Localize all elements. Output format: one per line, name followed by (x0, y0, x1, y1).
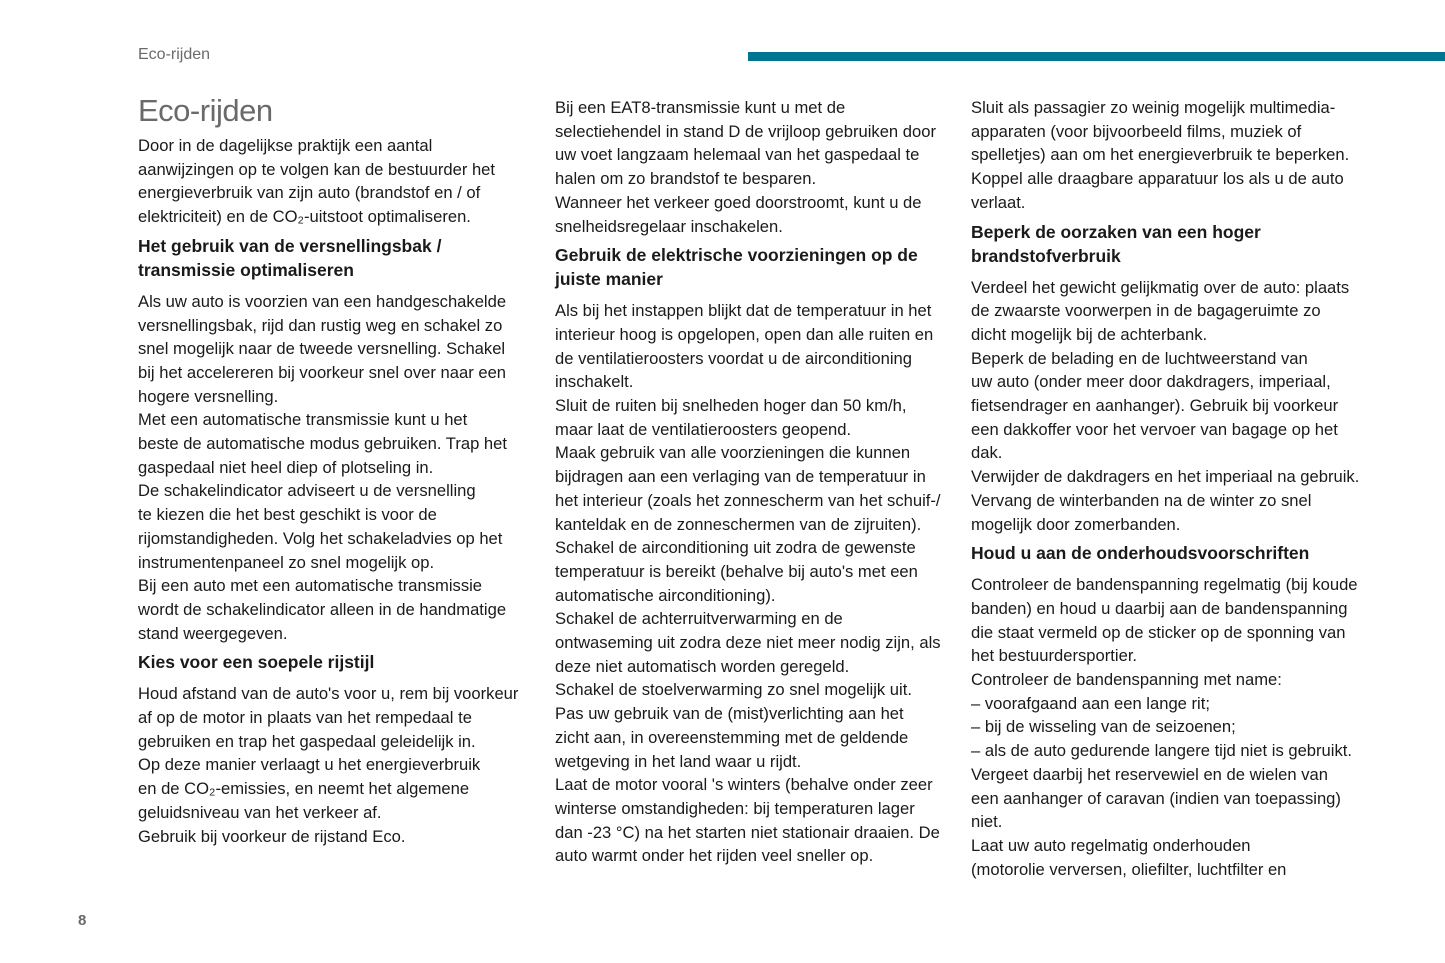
text-line: Laat de motor vooral 's winters (behalve onder zeer (555, 775, 933, 795)
text-line: Wanneer het verkeer goed doorstroomt, kunt u de (555, 192, 922, 212)
text-line: Houd u aan de onderhoudsvoorschriften (971, 543, 1310, 564)
text-line: interieur hoog is opgelopen, open dan alle ruiten en (555, 324, 934, 344)
text-line: beste de automatische modus gebruiken. Trap het (138, 434, 507, 454)
text-line: het interieur (zoals het zonnescherm van het schuif-/ (555, 490, 941, 510)
text-line: – als de auto gedurende langere tijd niet is gebruikt. (971, 741, 1352, 761)
text-line: Vervang de winterbanden na de winter zo snel (971, 490, 1312, 510)
text-line: Schakel de airconditioning uit zodra de gewenste (555, 538, 916, 558)
text-line: hogere versnelling. (138, 386, 279, 406)
text-line: Schakel de achterruitverwarming en de (555, 609, 843, 629)
text-line: auto warmt onder het rijden veel sneller op. (555, 846, 874, 866)
text-line: wetgeving in het land waar u rijdt. (555, 751, 802, 771)
text-line: winterse omstandigheden: bij temperaturen lager (555, 798, 915, 818)
section-heading (138, 650, 538, 674)
text-line: transmissie optimaliseren (138, 259, 354, 280)
section-heading (971, 541, 1371, 565)
text-line: uw voet langzaam helemaal van het gaspedaal te (555, 145, 920, 165)
text-line: die staat vermeld op de sticker op de sponning van (971, 622, 1346, 642)
text-line: deze niet automatisch worden geregeld. (555, 656, 850, 676)
text-line: een dakkoffer voor het vervoer van bagage op het (971, 419, 1338, 439)
text-line: Als uw auto is voorzien van een handgeschakelde (138, 291, 507, 311)
text-line: te kiezen die het best geschikt is voor de (138, 505, 437, 525)
text-line: Gebruik de elektrische voorzieningen op de (555, 245, 918, 266)
text-line: Het gebruik van de versnellingsbak / (138, 235, 442, 256)
text-line: Laat uw auto regelmatig onderhouden (971, 835, 1251, 855)
text-line: zicht aan, in overeenstemming met de geldende (555, 727, 909, 747)
text-line: dicht mogelijk bij de achterbank. (971, 324, 1208, 344)
text-line: gaspedaal niet heel diep of plotseling in. (138, 457, 434, 477)
text-line: kanteldak en de zonneschermen van de zijruiten). (555, 514, 922, 534)
text-line: temperatuur is bereikt (behalve bij auto's met een (555, 561, 918, 581)
section-heading (138, 234, 538, 282)
text-line: het bestuurdersportier. (971, 646, 1138, 666)
text-line: elektriciteit) en de CO₂-uitstoot optimaliseren. (138, 207, 471, 227)
page-number: 8 (78, 912, 87, 929)
text-line: gebruiken en trap het gaspedaal geleidelijk in. (138, 731, 476, 751)
text-line: banden) en houd u daarbij aan de bandenspanning (971, 598, 1348, 618)
text-line: – voorafgaand aan een lange rit; (971, 693, 1210, 713)
text-line: Bij een EAT8-transmissie kunt u met de (555, 98, 846, 117)
text-line: Gebruik bij voorkeur de rijstand Eco. (138, 826, 406, 846)
column-2 (555, 96, 955, 868)
text-line: af op de motor in plaats van het rempedaal te (138, 708, 472, 728)
column-3 (971, 96, 1371, 881)
text-line: snel mogelijk naar de tweede versnelling. Schakel (138, 339, 506, 359)
text-line: Houd afstand van de auto's voor u, rem bij voorkeur (138, 684, 519, 704)
text-line: Als bij het instappen blijkt dat de temperatuur in het (555, 301, 932, 321)
text-line: Kies voor een soepele rijstijl (138, 652, 375, 673)
text-line: apparaten (voor bijvoorbeeld films, muziek of (971, 121, 1302, 141)
text-line: Bij een auto met een automatische transmissie (138, 576, 483, 596)
text-line: Koppel alle draagbare apparatuur los als u de auto (971, 169, 1344, 189)
paragraph (138, 682, 538, 848)
text-line: Sluit als passagier zo weinig mogelijk multimedia- (971, 98, 1336, 117)
text-line: Door in de dagelijkse praktijk een aantal (138, 136, 433, 155)
paragraph (555, 299, 955, 868)
text-line: uw auto (onder meer door dakdragers, imperiaal, (971, 372, 1331, 392)
text-line: aanwijzingen op te volgen kan de bestuurder het (138, 159, 496, 179)
text-line: Met een automatische transmissie kunt u het (138, 410, 468, 430)
text-line: Controleer de bandenspanning met name: (971, 670, 1282, 690)
text-line: rijomstandigheden. Volg het schakeladvies op het (138, 528, 503, 548)
text-line: inschakelt. (555, 372, 634, 392)
text-line: verlaat. (971, 192, 1026, 212)
text-line: (motorolie verversen, oliefilter, luchtfilter en (971, 859, 1287, 879)
text-line: stand weergegeven. (138, 623, 288, 643)
header-accent-bar (748, 52, 1445, 61)
text-line: maar laat de ventilatieroosters geopend. (555, 419, 852, 439)
text-line: bijdragen aan een verlaging van de temperatuur in (555, 467, 926, 487)
paragraph (971, 276, 1371, 537)
text-line: niet. (971, 812, 1003, 832)
paragraph (971, 96, 1371, 215)
text-line: Vergeet daarbij het reservewiel en de wielen van (971, 764, 1328, 784)
running-header: Eco-rijden (138, 46, 211, 63)
text-line: Beperk de belading en de luchtweerstand van (971, 348, 1308, 368)
text-line: Sluit de ruiten bij snelheden hoger dan 50 km/h, (555, 396, 907, 416)
text-line: spelletjes) aan om het energieverbruik te beperken. (971, 145, 1350, 165)
text-line: juiste manier (555, 269, 663, 290)
page-title: Eco-rijden (138, 93, 273, 128)
text-line: dak. (971, 443, 1003, 463)
text-line: en de CO₂-emissies, en neemt het algemene (138, 779, 470, 799)
text-line: Verdeel het gewicht gelijkmatig over de auto: plaats (971, 277, 1350, 297)
text-line: wordt de schakelindicator alleen in de handmatige (138, 599, 507, 619)
text-line: Schakel de stoelverwarming zo snel mogelijk uit. (555, 680, 912, 700)
text-line: brandstofverbruik (971, 245, 1121, 266)
text-line: De schakelindicator adviseert u de versnelling (138, 481, 476, 501)
section-heading (971, 220, 1371, 268)
text-line: Controleer de bandenspanning regelmatig (bij koude (971, 575, 1358, 595)
text-line: automatische airconditioning). (555, 585, 776, 605)
text-line: halen om zo brandstof te besparen. (555, 169, 817, 189)
text-line: versnellingsbak, rijd dan rustig weg en schakel zo (138, 315, 503, 335)
paragraph (555, 96, 955, 238)
text-line: Beperk de oorzaken van een hoger (971, 221, 1261, 242)
text-line: instrumentenpaneel zo snel mogelijk op. (138, 552, 435, 572)
column-1 (138, 93, 538, 848)
text-line: Verwijder de dakdragers en het imperiaal na gebruik. (971, 467, 1360, 487)
text-line: geluidsniveau van het verkeer af. (138, 802, 382, 822)
text-line: een aanhanger of caravan (indien van toepassing) (971, 788, 1341, 808)
text-line: mogelijk door zomerbanden. (971, 514, 1181, 534)
text-line: Op deze manier verlaagt u het energieverbruik (138, 755, 481, 775)
text-line: Pas uw gebruik van de (mist)verlichting aan het (555, 704, 904, 724)
text-line: snelheidsregelaar inschakelen. (555, 216, 783, 236)
section-heading (555, 243, 955, 291)
text-line: de zwaarste voorwerpen in de bagageruimte zo (971, 301, 1321, 321)
paragraph (138, 290, 538, 646)
text-line: bij het accelereren bij voorkeur snel over naar een (138, 362, 507, 382)
text-line: selectiehendel in stand D de vrijloop gebruiken door (555, 121, 936, 141)
paragraph (138, 134, 538, 229)
paragraph (971, 573, 1371, 881)
text-line: ontwaseming uit zodra deze niet meer nodig zijn, als (555, 633, 941, 653)
text-line: dan -23 °C) na het starten niet stationair draaien. De (555, 822, 940, 842)
text-line: Maak gebruik van alle voorzieningen die kunnen (555, 443, 911, 463)
text-line: de ventilatieroosters voordat u de airconditioning (555, 348, 912, 368)
text-line: fietsendrager en aanhanger). Gebruik bij voorkeur (971, 396, 1339, 416)
text-line: – bij de wisseling van de seizoenen; (971, 717, 1236, 737)
text-line: energieverbruik van zijn auto (brandstof en / of (138, 183, 481, 203)
